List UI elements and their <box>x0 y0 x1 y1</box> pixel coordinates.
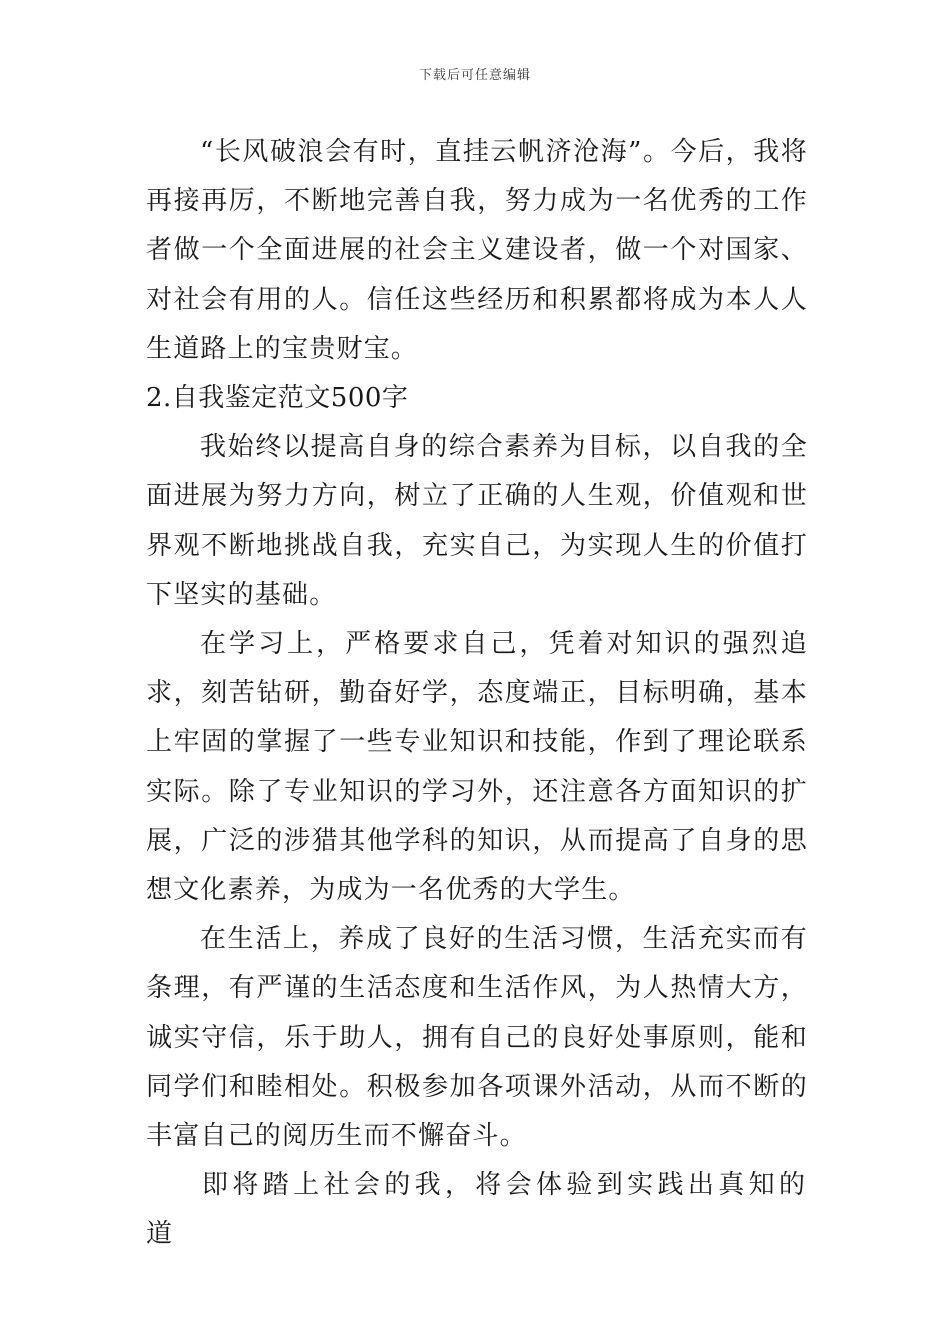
paragraph-closing: “长风破浪会有时，直挂云帆济沧海”。今后，我将再接再厉，不断地完善自我，努力成为一名优秀的工作者做一个全面进展的社会主义建设者，做一个对国家、对社会有用的人。信任这些经历和积累都将成为本人人生道路上的宝贵财宝。 <box>146 137 808 364</box>
paragraph-intro: 我始终以提高自身的综合素养为目标，以自我的全面进展为努力方向，树立了正确的人生观，价值观和世界观不断地挑战自我，充实自己，为实现人生的价值打下坚实的基础。 <box>146 432 808 610</box>
document-body <box>146 128 808 1260</box>
paragraph-future: 即将踏上社会的我，将会体验到实践出真知的道 <box>146 1170 808 1250</box>
page-header: 下载后可任意编辑 <box>418 68 531 83</box>
section-heading: 2.自我鉴定范文500字 <box>146 383 409 414</box>
paragraph-study: 在学习上，严格要求自己，凭着对知识的强烈追求，刻苦钻研，勤奋好学，态度端正，目标明确，基本上牢固的掌握了一些专业知识和技能，作到了理论联系实际。除了专业知识的学习外，还注意各方面知识的扩展，广泛的涉猎其他学科的知识，从而提高了自身的思想文化素养，为成为一名优秀的大学生。 <box>146 629 808 906</box>
paragraph-life: 在生活上，养成了良好的生活习惯，生活充实而有条理，有严谨的生活态度和生活作风，为人热情大方，诚实守信，乐于助人，拥有自己的良好处事原则，能和同学们和睦相处。积极参加各项课外活动，从而不断的丰富自己的阅历生而不懈奋斗。 <box>146 924 808 1152</box>
